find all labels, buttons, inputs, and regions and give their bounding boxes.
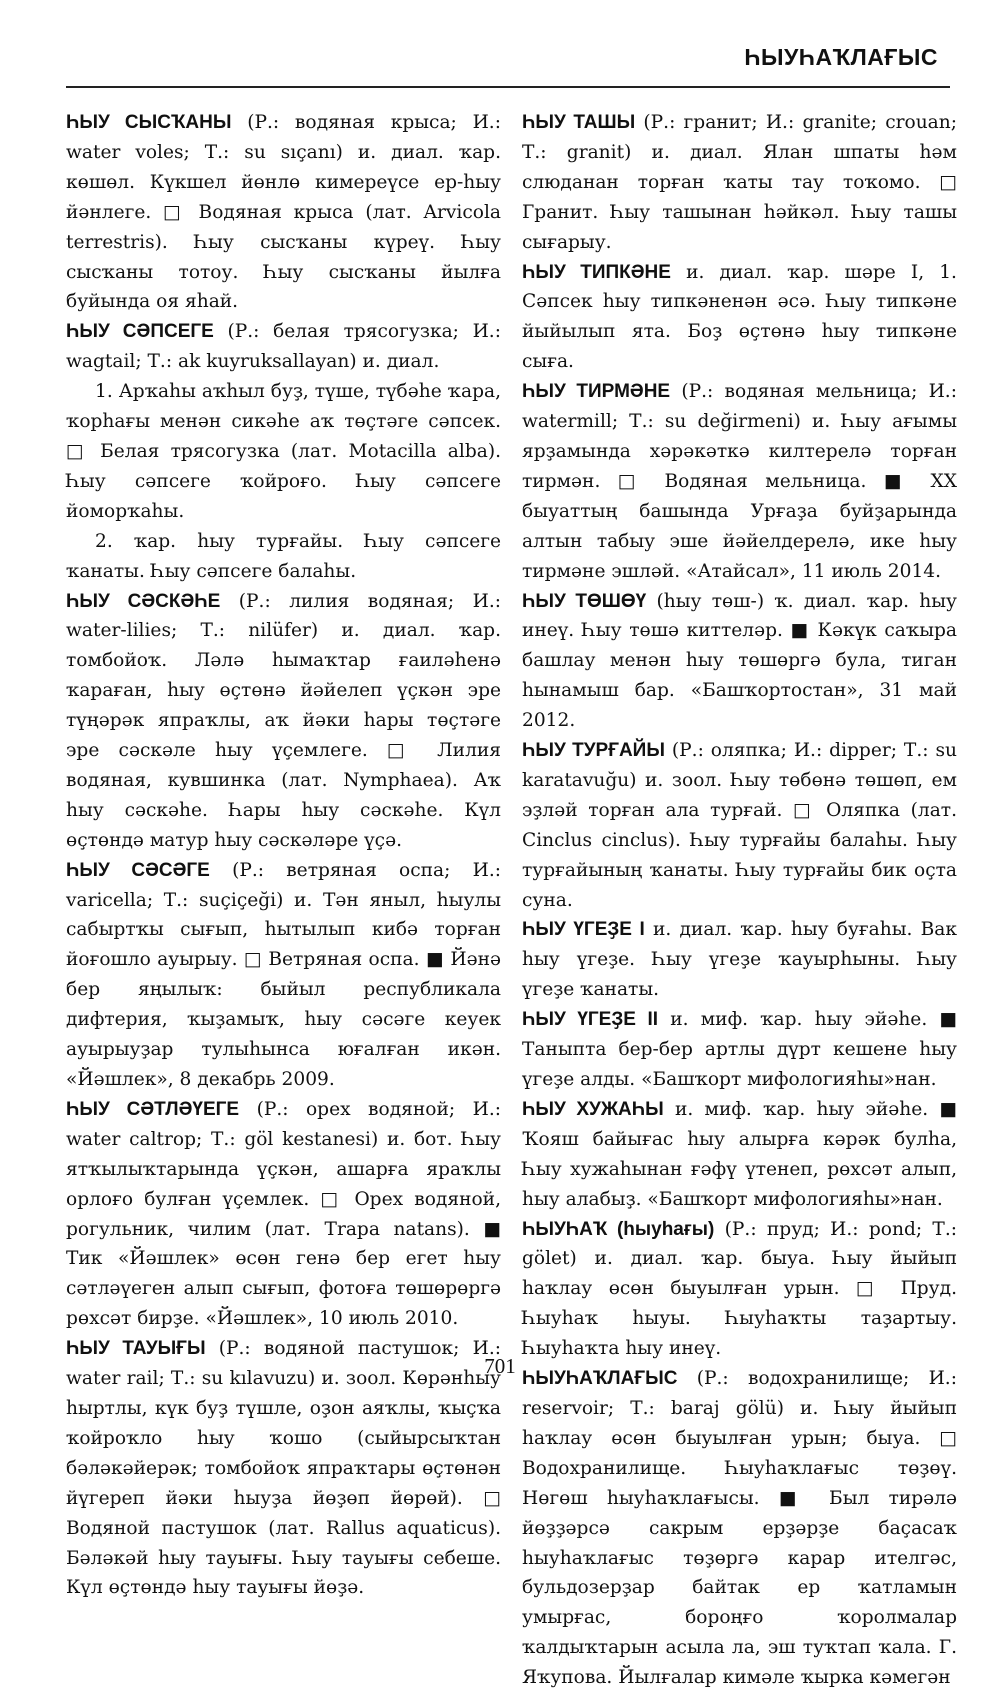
entry-headword: ҺЫУ СӘСКӘҺЕ	[66, 590, 221, 612]
entry-text: и. миф. ҡар. һыу эйәһе. ■ Таныпта бер-бер артлы дүрт кешене һыу үгеҙе алды. «Башҡорт мифологияһы»нан.	[522, 1009, 957, 1090]
entry-text: (һыу төш-) ҡ. диал. ҡар. һыу инеү. Һыу төшә киттеләр. ■ Кәкүк саҡыра башлау менән һыу төшөргә була, тиган һынамыш бар. «Башҡортостан», 31 май 2012.	[522, 590, 958, 732]
entry-text: (Р.: водяная мельница; И.: watermill; Т.: su değirmeni) и. Һыу ағымы ярҙамында хәрәкәткә килтерелә торған тирмән. □ Водяная мельница. ■ XX быуаттың башында Урғаҙа буйҙарында алтын табыу эше йәйелдерелә, ике һыу тирмәне эшләй. «Атайсал», 11 июль 2014.	[522, 381, 957, 582]
entry-text: (Р.: водяной пастушок; И.: water rail; Т.: su kılavuzu) и. зоол. Көрәнһыу һыртлы, күк буҙ түшле, оҙон аяҡлы, ҡыҫҡа ҡойроҡло һыу ҡошо (сыйырсыҡтан бәләкәйерәк; томбойоҡ япраҡтары өҫтөнән йүгереп йәки һыуҙа йөҙөп йөрөй). □ Водяной пастушок (лат. Rallus aquaticus). Бәләкәй һыу тауығы. Һыу тауығы себеше. Күл өҫтөндә һыу тауығы йөҙә.	[66, 1338, 501, 1599]
entry-text: (Р.: лилия водяная; И.: water-lilies; Т.: nilüfer) и. диал. ҡар. томбойоҡ. Ләлә һымаҡтар ғаиләһенә ҡараған, һыу өҫтөнә йәйелеп үҫкән эре түңәрәк япраҡлы, аҡ йәки һары төҫтәге эре сәскәле һыу үҫемлеге. □ Лилия водяная, кувшинка (лат. Nymphaea). Аҡ һыу сәскәһе. Һары һыу сәскәһе. Күл өҫтөндә матур һыу сәскәләре үҫә.	[66, 590, 501, 851]
dictionary-entry	[66, 527, 501, 587]
entry-headword: ҺЫУ СӘСӘГЕ	[66, 859, 210, 881]
dictionary-entry	[66, 317, 501, 377]
dictionary-entry	[522, 377, 957, 586]
entry-headword: ҺЫУ СЫСҠАНЫ	[66, 112, 232, 133]
header-rule	[66, 86, 950, 88]
dictionary-entry	[66, 587, 501, 856]
dictionary-entry	[522, 258, 957, 378]
dictionary-entry	[522, 587, 957, 737]
entry-text: (Р.: белая трясогузка; И.: wagtail; Т.: ak kuyruksallayan) и. диал.	[66, 321, 501, 373]
dictionary-entry	[66, 1095, 501, 1334]
right-column	[522, 108, 957, 1693]
entry-headword: ҺЫУ ТАШЫ	[522, 112, 636, 133]
entry-text: и. диал. ҡар. һыу буғаһы. Вак һыу үгеҙе. Һыу үгеҙе ҡауырһыны. Һыу үгеҙе ҡанаты.	[522, 919, 957, 1001]
dictionary-entry	[522, 108, 957, 258]
entry-headword: ҺЫУ СӘПСЕГЕ	[66, 321, 214, 343]
entry-headword: ҺЫУҺАҠ (һыуһағы)	[522, 1218, 715, 1240]
entry-text: 1. Арҡаһы аҡһыл буҙ, түше, түбәһе ҡара, ҡорһағы менән сикәһе аҡ төҫтәге сәпсек. □ Белая трясогузка (лат. Motacilla alba). Һыу сәпсеге ҡойроғо. Һыу сәпсеге йоморҡаһы.	[66, 381, 501, 522]
dictionary-entry	[66, 856, 501, 1095]
entry-headword: ҺЫУ ТИПКӘНЕ	[522, 261, 671, 283]
entry-text: и. диал. ҡар. шәре I, 1. Сәпсек һыу типкәненән әсә. Һыу типкәне йыйылып ята. Боҙ өҫтөнә һыу типкәне сыға.	[522, 261, 957, 373]
dictionary-entry	[522, 915, 957, 1005]
entry-headword: ҺЫУ ТӨШӨҮ	[522, 590, 647, 612]
entry-headword: ҺЫУ СӘТЛӘҮЕГЕ	[66, 1098, 240, 1120]
left-column	[66, 108, 501, 1603]
entry-headword: ҺЫУ ТАУЫҒЫ	[66, 1338, 206, 1360]
entry-text: (Р.: водяная крыса; И.: water voles; Т.: su sıçanı) и. диал. ҡар. көшөл. Күкшел йөнлө кимереүсе ер-һыу йәнлеге. □ Водяная крыса (лат. Arvicola terrestris). Һыу сысҡаны күреү. Һыу сысҡаны тотоу. Һыу сысҡаны йылға буйында оя яһай.	[66, 112, 501, 313]
entry-headword: ҺЫУ ХУЖАҺЫ	[522, 1098, 664, 1120]
entry-text: (Р.: водохранилище; И.: reservoir; Т.: baraj gölü) и. Һыу йыйып һаҡлау өсөн быуылған урын; быуа. □ Водохранилище. Һыуһаҡлағыс төҙөү. Нөгөш һыуһаҡлағысы. ■ Был тирәлә йөҙҙәрсә сакрым ерҙәрҙе баҫасаҡ һыуһаҡлағыс төҙөргә карар ителгәс, бульдозерҙар байтак ер ҡатламын умырғас, бороңғо ҡоролмалар ҡалдыҡтарын асыла ла, эш туҡтап ҡала. Г. Яҡупова. Йылғалар кимәле ҡырка кәмегән	[522, 1368, 957, 1689]
running-head: ҺЫУҺАҠЛАҒЫС	[744, 44, 938, 70]
entry-text: 2. ҡар. һыу турғайы. Һыу сәпсеге ҡанаты. Һыу сәпсеге балаһы.	[66, 530, 501, 582]
dictionary-entry	[522, 1215, 957, 1365]
entry-text: (Р.: оляпка; И.: dipper; Т.: su karatavuğu) и. зоол. Һыу төбөнә төшөп, ем эҙләй торған ала турғай. □ Оляпка (лат. Cinclus cinclus). Һыу турғайы балаһы. Һыу турғайының ҡанаты. Һыу турғайы бик оҫта суна.	[522, 740, 957, 911]
dictionary-entry	[522, 1005, 957, 1095]
entry-text: (Р.: ветряная оспа; И.: varicella; Т.: suçiçeği) и. Тән яныл, һыулы сабыртҡы сығып, һытылып кибә торған йоғошло ауырыу. □ Ветряная оспа. ■ Йәнә бер яңылыҡ: быйыл республикала дифтерия, ҡыҙамыҡ, һыу сәсәге кеуек ауырыуҙар тулыһынса юғалған икән. «Йәшлек», 8 декабрь 2009.	[66, 859, 501, 1090]
dictionary-entry	[522, 1364, 957, 1693]
dictionary-entry	[66, 108, 501, 317]
entry-text: и. миф. ҡар. һыу эйәһе. ■ Ҡояш байығас һыу алырға кәрәк булһа, Һыу хужаһынан ғәфү үтенеп, рөхсәт алып, һыу алабыҙ. «Башҡорт мифологияһы»нан.	[522, 1098, 957, 1210]
entry-text: (Р.: гранит; И.: granite; crouan; Т.: granit) и. диал. Ялан шпаты һәм слюданан торған ҡаты тау тоҡомо. □ Гранит. Һыу ташынан һәйкәл. Һыу ташы сығарыу.	[522, 112, 957, 253]
entry-headword: ҺЫУҺАҠЛАҒЫС	[522, 1368, 678, 1390]
entry-headword: ҺЫУ ТИРМӘНЕ	[522, 381, 671, 403]
entry-text: (Р.: пруд; И.: pond; Т.: gölet) и. диал. ҡар. быуа. Һыу йыйып һаҡлау өсөн быуылған урын. □ Пруд. Һыуһаҡ һыуы. Һыуһаҡты таҙартыу. Һыуһаҡта һыу инеү.	[522, 1218, 957, 1360]
entry-headword: ҺЫУ ҮГЕҘЕ II	[522, 1009, 659, 1031]
dictionary-entry	[522, 1095, 957, 1215]
entry-text: (Р.: орех водяной; И.: water caltrop; Т.: göl kestanesi) и. бот. Һыу ятҡылыҡтарында үҫкән, ашарға яраҡлы орлоғо булған үҫемлек. □ Орех водяной, рогульник, чилим (лат. Trapa natans). ■ Тик «Йәшлек» өсөн генә бер егет һыу сәтләүеген алып сығып, фотоға төшөрөргә рөхсәт бирҙе. «Йәшлек», 10 июль 2010.	[66, 1098, 501, 1330]
dictionary-entry	[66, 377, 501, 527]
dictionary-entry	[522, 736, 957, 915]
entry-headword: ҺЫУ ҮГЕҘЕ I	[522, 919, 645, 941]
page-number: 701	[484, 1354, 516, 1378]
entry-headword: ҺЫУ ТУРҒАЙЫ	[522, 740, 665, 762]
